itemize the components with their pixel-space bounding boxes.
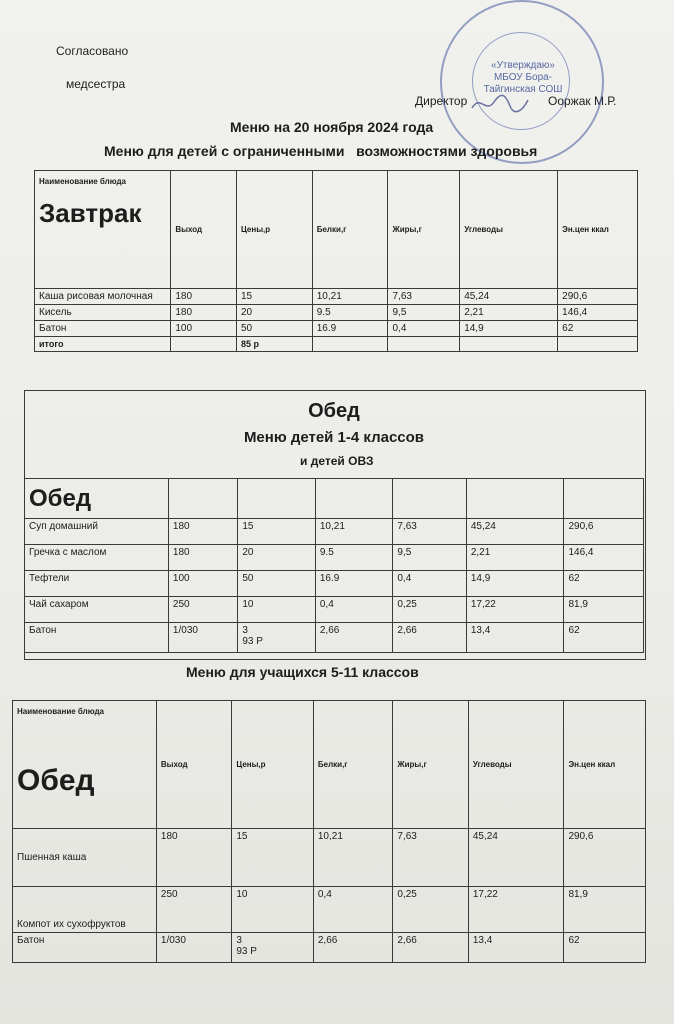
dish-carbs: 13,4 [468,933,564,963]
dish-protein: 2,66 [315,623,393,653]
col-fat-header: Жиры,г [393,701,468,829]
table-row [25,519,644,545]
table-row [25,545,644,571]
dish-carbs: 45,24 [460,289,558,305]
col-carbs-header: Углеводы [468,701,564,829]
dish-carbs: 17,22 [466,597,564,623]
table-row [13,887,646,933]
col-energy-header: Эн.цен ккал [564,701,646,829]
dish-fat: 9,5 [393,545,466,571]
dish-carbs: 13,4 [466,623,564,653]
stamp-school-text: МБОУ Бора-Тайгинская СОШ [483,72,563,95]
director-name: Ооржак М.Р. [548,94,617,108]
table-row [35,321,638,337]
total-empty [171,337,237,352]
dish-protein: 9.5 [315,545,393,571]
dish-fat: 9,5 [388,305,460,321]
dish-output: 1/030 [168,623,237,653]
dish-energy: 290,6 [558,289,638,305]
table-row [25,597,644,623]
dish-fat: 2,66 [393,623,466,653]
signature-scribble [470,92,530,116]
dish-carbs: 14,9 [466,571,564,597]
dish-output: 180 [171,305,237,321]
dish-price: 15 [236,289,312,305]
dish-price: 50 [238,571,316,597]
dish-energy: 62 [564,623,644,653]
dish-fat: 0,4 [388,321,460,337]
lunch-label-cell [25,479,169,519]
dish-fat: 0,25 [393,597,466,623]
dish-output: 250 [156,887,231,933]
dish-price: 20 [236,305,312,321]
dish-carbs: 2,21 [466,545,564,571]
col-protein-header: Белки,г [313,701,393,829]
col-price-header: Цены,р [236,171,312,289]
dish-carbs: 17,22 [468,887,564,933]
dish-energy: 290,6 [564,519,644,545]
approved-label: Согласовано [56,44,129,58]
total-empty [388,337,460,352]
dish-fat: 7,63 [393,829,468,887]
col-name-header: Наименование блюда [17,707,104,716]
dish-name: Батон [35,321,171,337]
lunch-section-title: Обед [308,400,360,422]
col-energy-header: Эн.цен ккал [558,171,638,289]
dish-output: 100 [171,321,237,337]
col-output-header: Выход [171,171,237,289]
dish-energy: 62 [564,571,644,597]
dish-price: 15 [232,829,314,887]
dish-price-cell [232,933,314,963]
dish-price: 15 [238,519,316,545]
breakfast-label: Завтрак [39,198,142,228]
dish-fat: 7,63 [393,519,466,545]
empty-header-cell [564,479,644,519]
dish-price-extra: 93 Р [236,946,257,957]
dish-name: Каша рисовая молочная [35,289,171,305]
nurse-label: медсестра [66,77,126,91]
dish-energy: 146,4 [558,305,638,321]
school-stamp [440,0,604,164]
menu-ovz-title: Меню для детей с ограниченными возможностями здоровья [104,143,538,159]
director-label: Директор [415,94,468,108]
dish-output: 180 [171,289,237,305]
table-row [13,933,646,963]
total-empty [460,337,558,352]
dish-fat: 0,25 [393,887,468,933]
col-fat-header: Жиры,г [388,171,460,289]
dish-carbs: 2,21 [460,305,558,321]
dish-name: Тефтели [25,571,169,597]
senior-menu-title: Меню для учащихся 5-11 классов [186,664,419,680]
dish-name: Батон [13,933,157,963]
dish-energy: 62 [564,933,646,963]
stamp-text [480,60,566,96]
dish-price: 20 [238,545,316,571]
dish-energy: 62 [558,321,638,337]
total-price: 85 р [236,337,312,352]
menu-date-title: Меню на 20 ноября 2024 года [230,119,434,135]
senior-name-header-cell [13,701,157,829]
dish-price: 3 [236,935,242,946]
dish-name: Кисель [35,305,171,321]
col-output-header: Выход [156,701,231,829]
dish-price-cell [238,623,316,653]
dish-price-extra: 93 Р [242,636,263,647]
col-name-header: Наименование блюда [39,177,126,186]
senior-table [12,700,646,963]
total-empty [312,337,388,352]
empty-header-cell [393,479,466,519]
dish-price: 10 [232,887,314,933]
senior-lunch-label: Обед [17,764,95,797]
dish-fat: 0,4 [393,571,466,597]
empty-header-cell [466,479,564,519]
dish-energy: 81,9 [564,597,644,623]
dish-name: Батон [25,623,169,653]
dish-carbs: 14,9 [460,321,558,337]
dish-carbs: 45,24 [468,829,564,887]
lunch-label: Обед [29,484,92,512]
dish-price: 3 [242,625,248,636]
name-header-cell [35,171,171,289]
dish-carbs: 45,24 [466,519,564,545]
dish-name: Пшенная каша [13,829,157,887]
dish-name: Суп домашний [25,519,169,545]
col-price-header: Цены,р [232,701,314,829]
empty-header-cell [168,479,237,519]
lunch-section-subtitle1: Меню детей 1-4 классов [243,429,425,446]
dish-protein: 9.5 [312,305,388,321]
dish-protein: 16.9 [312,321,388,337]
dish-output: 250 [168,597,237,623]
dish-energy: 81,9 [564,887,646,933]
dish-output: 180 [168,519,237,545]
empty-header-cell [315,479,393,519]
dish-output: 1/030 [156,933,231,963]
dish-protein: 10,21 [315,519,393,545]
dish-name: Гречка с маслом [25,545,169,571]
table-row [35,289,638,305]
total-row [35,337,638,352]
col-protein-header: Белки,г [312,171,388,289]
dish-protein: 10,21 [313,829,393,887]
lunch-table [24,478,644,653]
dish-energy: 290,6 [564,829,646,887]
dish-protein: 10,21 [312,289,388,305]
dish-energy: 146,4 [564,545,644,571]
dish-output: 100 [168,571,237,597]
dish-protein: 16.9 [315,571,393,597]
dish-price: 10 [238,597,316,623]
lunch-section-subtitle2: и детей ОВЗ [300,454,374,468]
total-empty [558,337,638,352]
dish-name: Чай сахаром [25,597,169,623]
table-row [25,623,644,653]
dish-output: 180 [156,829,231,887]
dish-protein: 2,66 [313,933,393,963]
dish-price: 50 [236,321,312,337]
total-label: итого [35,337,171,352]
breakfast-table [34,170,638,352]
empty-header-cell [238,479,316,519]
dish-fat: 2,66 [393,933,468,963]
dish-protein: 0,4 [315,597,393,623]
col-carbs-header: Углеводы [460,171,558,289]
dish-protein: 0,4 [313,887,393,933]
table-row [13,829,646,887]
stamp-approve-text: «Утверждаю» [491,60,555,71]
table-row [35,305,638,321]
dish-name: Компот их сухофруктов [13,887,157,933]
dish-fat: 7,63 [388,289,460,305]
table-row [25,571,644,597]
dish-output: 180 [168,545,237,571]
